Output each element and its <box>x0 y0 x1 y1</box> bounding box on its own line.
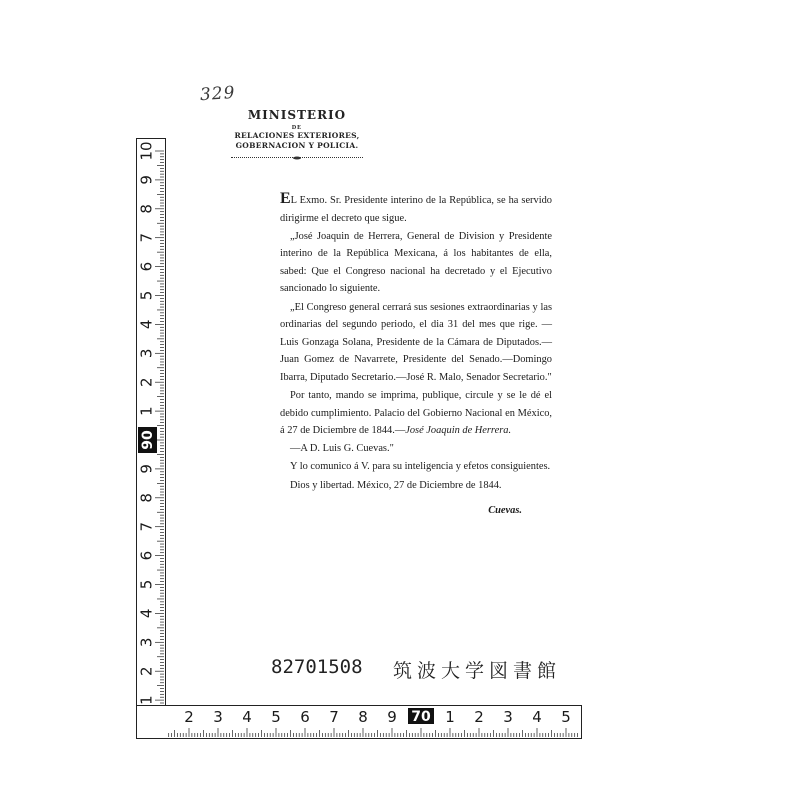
ruler-label: 5 <box>137 290 156 301</box>
decree-paragraph-closing: Dios y libertad. México, 27 de Diciembre de 1844. <box>290 479 502 491</box>
decree-paragraph-communication: Y lo comunico á V. para su inteligencia y efetos consiguientes. <box>290 461 551 473</box>
horizontal-scale-ruler <box>136 705 582 739</box>
ruler-label: 2 <box>184 708 194 726</box>
ruler-label: 4 <box>137 608 156 619</box>
letterhead-de: DE <box>291 125 303 131</box>
ruler-label: 10 <box>137 141 156 161</box>
ruler-label: 4 <box>137 319 156 330</box>
ruler-label: 6 <box>137 550 156 561</box>
ruler-label: 1 <box>137 406 156 416</box>
ruler-label: 3 <box>137 348 156 359</box>
decree-paragraph-addressee: —A D. Luis G. Cuevas." <box>290 443 394 455</box>
decree-paragraph-intro <box>280 192 552 227</box>
letterhead-title: MINISTERIO <box>247 108 347 122</box>
ornamental-rule <box>231 155 363 161</box>
folio-number: 329 <box>199 82 237 106</box>
ruler-label: 5 <box>561 708 571 726</box>
ruler-badge-label: 90 <box>140 430 156 450</box>
ruler-label: 2 <box>137 666 156 676</box>
intro-text: L Exmo. Sr. Presidente interino de la República, se ha servido dirigirme el decreto que sigue. <box>280 195 552 224</box>
ruler-label: 7 <box>137 232 156 243</box>
ruler-label: 5 <box>271 708 281 726</box>
order-signer: José Joaquin de Herrera. <box>405 425 512 437</box>
ruler-badge-label: 70 <box>411 709 431 725</box>
signature: Cuevas. <box>488 505 522 517</box>
ruler-label: 4 <box>242 708 252 726</box>
ruler-label: 9 <box>137 464 156 474</box>
ruler-label: 9 <box>137 175 156 185</box>
decree-body <box>280 192 552 520</box>
ruler-label: 1 <box>137 695 156 705</box>
ruler-label: 7 <box>329 708 339 726</box>
ruler-label: 1 <box>445 708 455 726</box>
decree-paragraph-congress: „El Congreso general cerrará sus sesiones extraordinarias y las ordinarias del segundo periodo, el dia 31 del mes que rige. —Luis Gonzaga Solana, Presidente de la Cámara de Diputados.—Juan Gomez de Navarrete, Presidente del Senado.—Domingo Ibarra, Diputado Secretario.—José R. Malo, Senador Secretario." <box>280 301 552 383</box>
ruler-label: 5 <box>137 579 156 590</box>
vertical-scale-ruler <box>136 138 166 738</box>
catalog-number: 82701508 <box>271 656 363 678</box>
decree-paragraph-order <box>280 387 552 440</box>
ruler-label: 4 <box>532 708 542 726</box>
ruler-label: 8 <box>137 204 156 214</box>
horizontal-ruler-graphic <box>137 706 580 737</box>
ruler-label: 3 <box>137 637 156 648</box>
ruler-label: 7 <box>137 521 156 532</box>
ruler-label: 6 <box>137 261 156 272</box>
signature-line <box>280 502 552 520</box>
decree-paragraph-herrera: „José Joaquin de Herrera, General de Division y Presidente interino de la República Mexicana, á los habitantes de ella, sabed: Que el Congreso nacional ha decretado y el Ejecutivo sancionado lo siguiente. <box>280 230 552 295</box>
letterhead-line-2: GOBERNACION Y POLICIA. <box>235 141 359 150</box>
ruler-label: 8 <box>358 708 368 726</box>
letterhead-line-1: RELACIONES EXTERIORES, <box>234 131 360 140</box>
letterhead <box>222 108 372 161</box>
vertical-ruler-graphic <box>137 139 164 736</box>
ruler-label: 8 <box>137 493 156 503</box>
ruler-label: 9 <box>387 708 397 726</box>
library-name: 筑波大学図書館 <box>393 660 562 682</box>
order-text: Por tanto, mando se imprima, publique, circule y se le dé el debido cumplimiento. Palacio del Gobierno Nacional en México, á 27 de Diciembre de 1844.— <box>280 390 552 437</box>
ruler-label: 3 <box>503 708 513 726</box>
ruler-label: 2 <box>474 708 484 726</box>
ruler-label: 3 <box>213 708 223 726</box>
drop-initial: E <box>280 190 291 207</box>
ruler-label: 2 <box>137 377 156 387</box>
ruler-label: 6 <box>300 708 310 726</box>
